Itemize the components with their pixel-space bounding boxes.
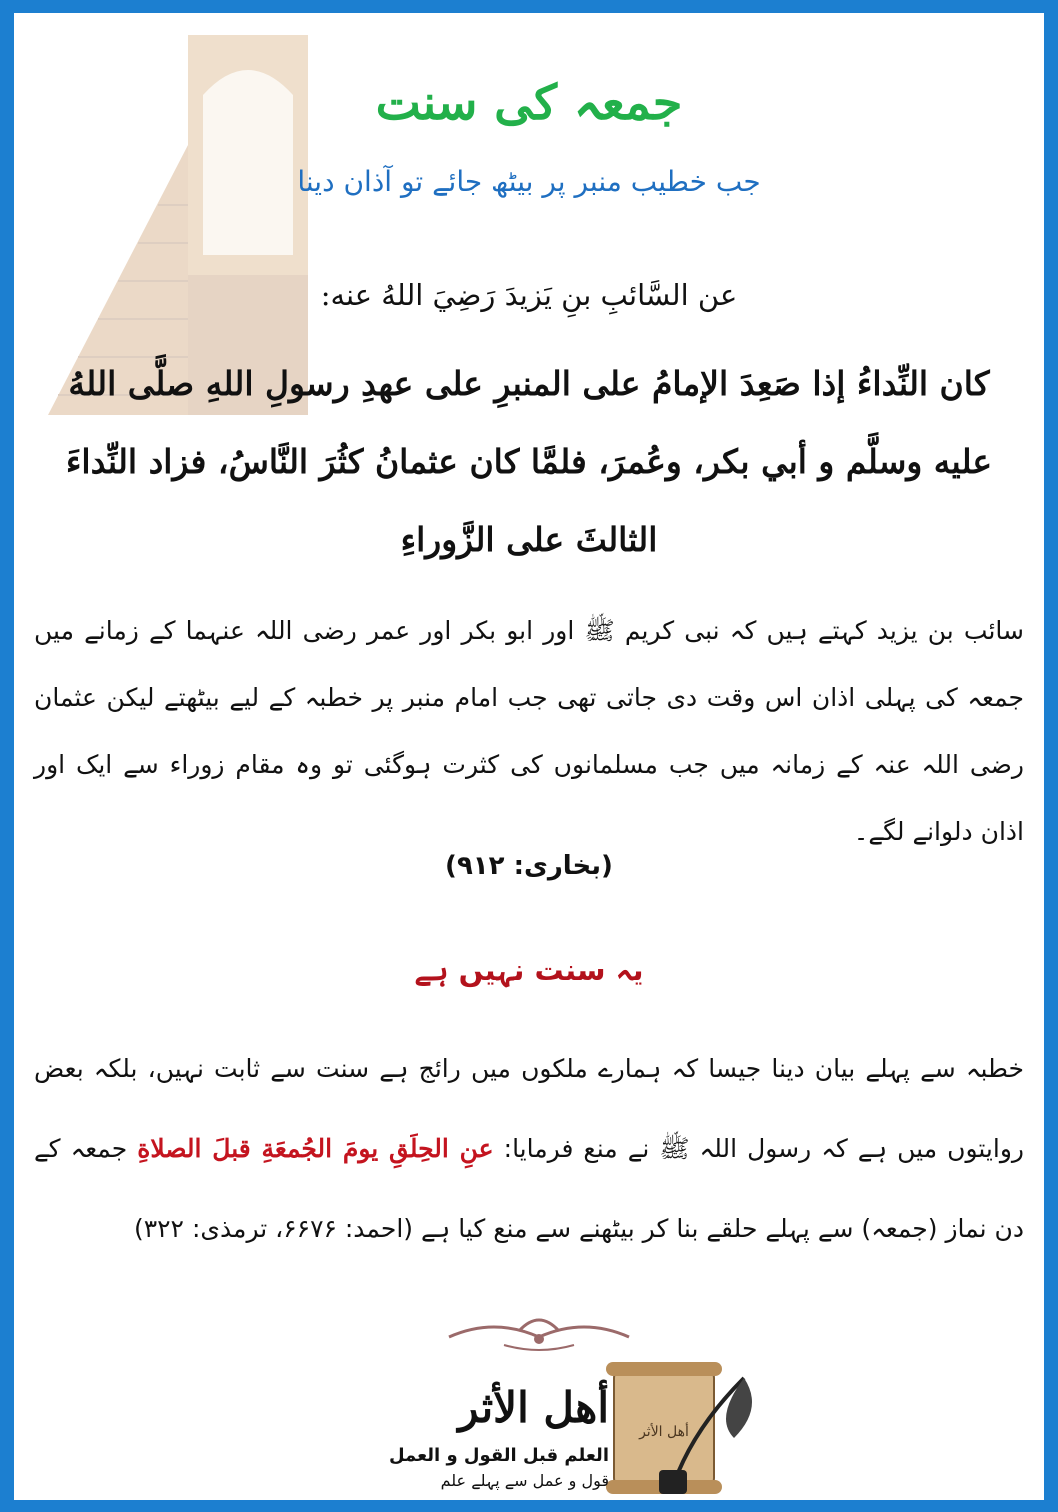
logo-name: أهل الأثر bbox=[458, 1383, 609, 1432]
hadith-arabic-text: كان النِّداءُ إذا صَعِدَ الإمامُ على المنبرِ على عهدِ رسولِ اللهِ صلَّى اللهُ عليه وسلَّم و أبي بكر، وعُمرَ، فلمَّا كان عثمانُ كثُرَ النَّاسُ، فزاد النِّداءَ الثالثَ على الزَّوراءِ bbox=[65, 364, 993, 559]
poster-frame bbox=[14, 13, 1044, 1500]
explanation-urdu-part1: خطبہ سے پہلے بیان دینا جیسا کہ ہمارے ملکوں میں رائج ہے سنت سے ثابت نہیں، بلکہ بعض روایتوں میں ہے کہ رسول اللہ ﷺ نے منع فرمایا: bbox=[34, 1054, 1024, 1163]
logo-tagline-arabic: العلم قبل القول و العمل bbox=[388, 1445, 609, 1466]
hadith-reference: (بخاری: ۹۱۲) bbox=[445, 851, 613, 881]
page-subtitle: جب خطیب منبر پر بیٹھ جائے تو آذان دینا bbox=[297, 165, 761, 198]
warning-heading: یہ سنت نہیں ہے bbox=[414, 953, 644, 987]
hadith-narrator: عن السَّائبِ بنِ يَزيدَ رَضِيَ اللهُ عنه: bbox=[320, 278, 738, 312]
hadith-urdu-translation: سائب بن یزید کہتے ہیں کہ نبی کریم ﷺ اور ابو بکر اور عمر رضی اللہ عنہما کے زمانے میں جمعہ کی پہلی اذان اس وقت دی جاتی تھی جب امام منبر پر خطبہ کے لیے بیٹھتے لیکن عثمان رضی اللہ عنہ کے زمانہ میں جب مسلمانوں کی کثرت ہوگئی تو وہ مقام زوراء سے ایک اور اذان دلوانے لگے۔ bbox=[34, 616, 1024, 846]
logo-tagline-urdu: قول و عمل سے پہلے علم bbox=[440, 1471, 609, 1490]
explanation-urdu-part2: جمعہ کے دن نماز (جمعہ) سے پہلے حلقے بنا کر بیٹھنے سے منع کیا ہے (احمد: ۶۶۷۶، ترمذی: ۳۲۲) bbox=[34, 1134, 1024, 1243]
explanation-paragraph bbox=[34, 1029, 1024, 1269]
explanation-arabic-quote: عنِ الحِلَقِ يومَ الجُمعَةِ قبلَ الصلاةِ bbox=[137, 1134, 494, 1163]
page-title: جمعہ کی سنت bbox=[375, 75, 683, 131]
logo-scroll-text: أهل الأثر bbox=[639, 1424, 689, 1440]
divider-ornament-icon bbox=[444, 1311, 634, 1355]
